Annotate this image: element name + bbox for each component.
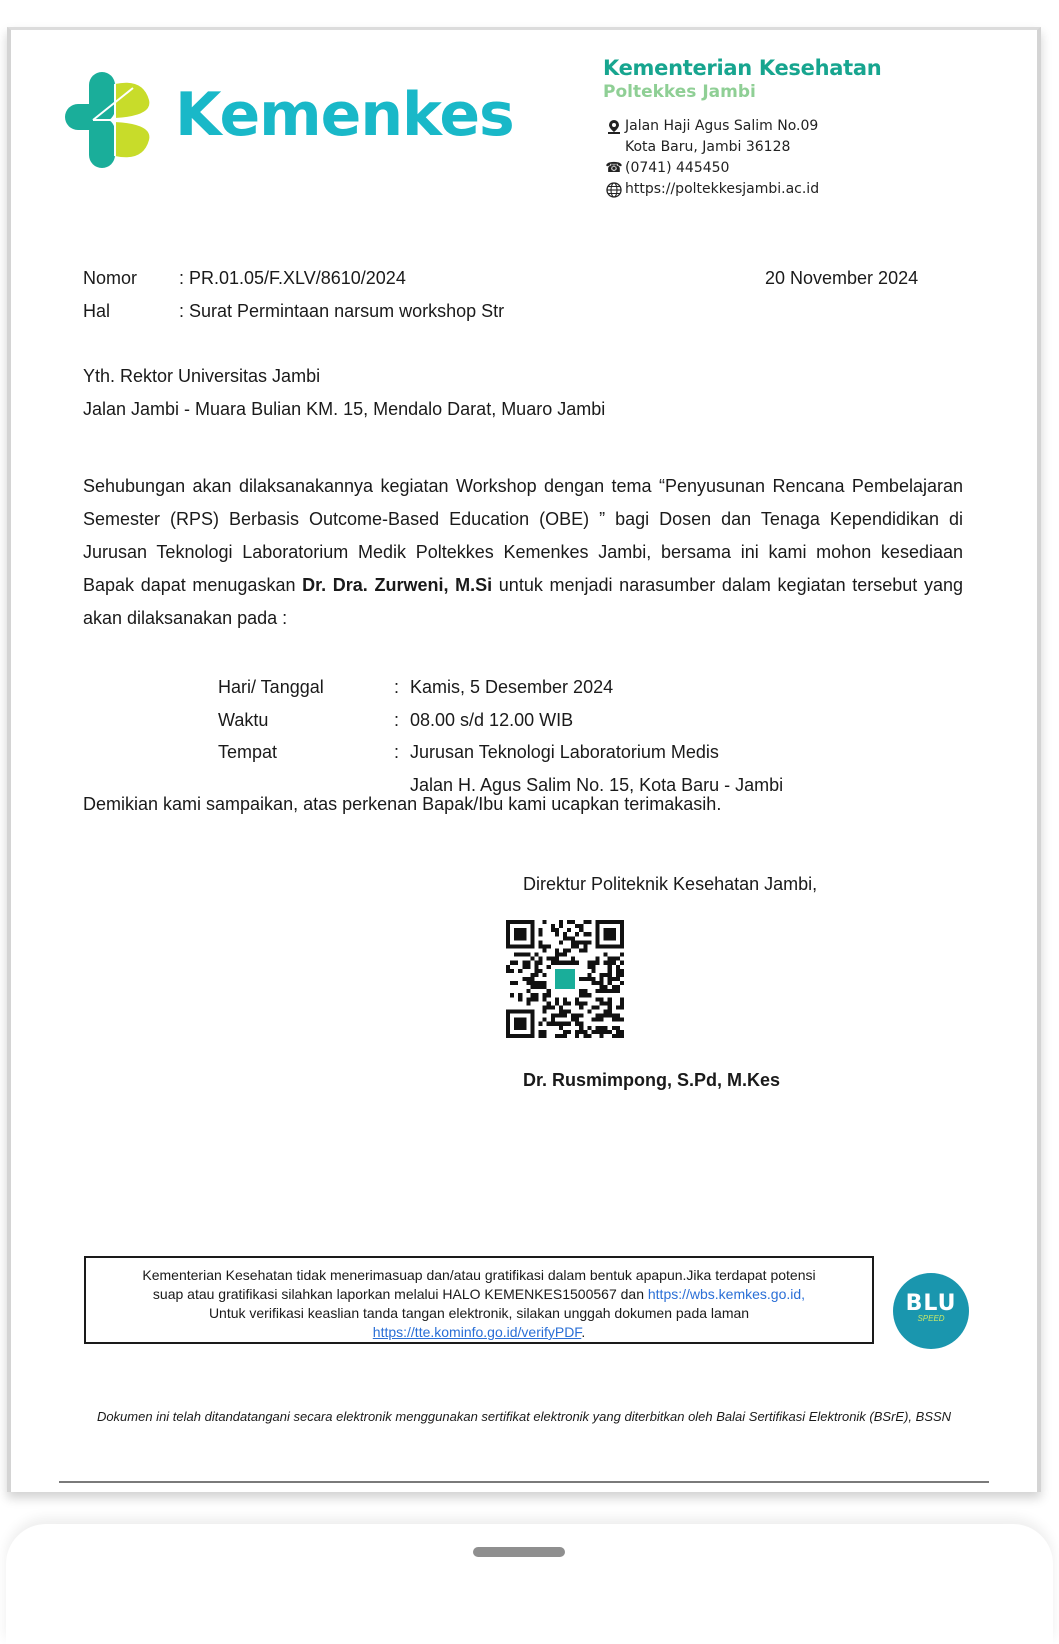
verify-pdf-link[interactable]: https://tte.kominfo.go.id/verifyPDF <box>372 1324 582 1340</box>
page-divider <box>59 1481 989 1483</box>
address-line-1: Jalan Haji Agus Salim No.09 <box>625 118 819 134</box>
recipient-address: Jalan Jambi - Muara Bulian KM. 15, Mendalo Darat, Muaro Jambi <box>83 399 606 419</box>
bottom-sheet[interactable] <box>6 1524 1053 1644</box>
letterhead-contact <box>603 56 923 200</box>
phone-number: (0741) 445450 <box>625 160 730 176</box>
signature-qr-code-icon[interactable] <box>506 920 624 1038</box>
kemenkes-emblem-icon <box>63 70 163 170</box>
wbs-link[interactable]: https://wbs.kemkes.go.id <box>647 1286 802 1302</box>
institution-name: Poltekkes Jambi <box>603 82 756 102</box>
body-text: Sehubungan akan dilaksanakannya kegiatan Workshop dengan tema “Penyusunan Rencana Pembelajaran Semester (RPS) Berbasis Outcome-Based Education (OBE) ” bagi Dosen dan Tenaga Kependidikan di Jurusan Teknologi Laboratorium Medik Poltekkes Kemenkes Jambi, bersama ini kami mohon kesediaan Bapak dapat menugaskan <box>83 476 963 595</box>
esign-note: Dokumen ini telah ditandatangani secara elektronik menggunakan sertifikat elektronik yang diterbitkan oleh Balai Sertifikasi Elektronik (BSrE), BSSN <box>96 1409 952 1424</box>
signer-name: Dr. Rusmimpong, S.Pd, M.Kes <box>523 1070 781 1090</box>
blu-badge-sub: SPEED <box>917 1314 945 1323</box>
logo-wordmark: Kemenkes <box>175 80 514 150</box>
letter-date: 20 November 2024 <box>765 268 919 288</box>
document-page <box>7 27 1041 1492</box>
blu-speed-badge <box>893 1273 969 1349</box>
ministry-name: Kementerian Kesehatan <box>603 56 882 80</box>
recipient: Yth. Rektor Universitas Jambi <box>83 366 321 386</box>
notice-line-3: Untuk verifikasi keaslian tanda tangan elektronik, silakan unggah dokumen pada laman <box>208 1305 750 1321</box>
address-line-2: Kota Baru, Jambi 36128 <box>625 139 791 155</box>
schedule-row: Hari/ Tanggal : Kamis, 5 Desember 2024 <box>218 671 783 704</box>
schedule-value: 08.00 s/d 12.00 WIB <box>410 709 574 730</box>
telephone-icon: ☎ <box>605 160 623 176</box>
schedule-label: Hari/ Tanggal <box>218 677 324 697</box>
notice-line-1: Kementerian Kesehatan tidak menerimasuap dan/atau gratifikasi dalam bentuk apapun.Jika terdapat potensi <box>142 1267 816 1283</box>
schedule-label: Tempat <box>218 742 278 762</box>
schedule-value: Kamis, 5 Desember 2024 <box>410 677 614 697</box>
drag-handle[interactable] <box>473 1547 565 1557</box>
signer-title: Direktur Politeknik Kesehatan Jambi, <box>523 874 818 894</box>
globe-icon <box>603 182 625 198</box>
body-text-end: untuk menjadi narasumber dalam kegiatan tersebut yang akan dilaksanakan pada : <box>83 575 963 628</box>
nomor-value: : PR.01.05/F.XLV/8610/2024 <box>179 268 406 288</box>
letter-body <box>83 470 963 635</box>
closing-text: Demikian kami sampaikan, atas perkenan Bapak/Ibu kami ucapkan terimakasih. <box>83 794 722 814</box>
website-link[interactable]: https://poltekkesjambi.ac.id <box>625 181 820 197</box>
location-pin-icon <box>603 119 625 135</box>
kemenkes-logo <box>63 70 514 170</box>
hal-label: Hal <box>83 301 111 321</box>
anti-gratification-notice: Kementerian Kesehatan tidak menerimasuap dan/atau gratifikasi dalam bentuk apapun.Jika terdapat potensi suap atau gratifikasi silahkan laporkan melalui HALO KEMENKES1500567 dan https://wbs.kemkes.go.id, Untuk verifikasi keaslian tanda tangan elektronik, silakan unggah dokumen pada laman https://tte.kominfo.go.id/verifyPDF. <box>84 1256 874 1344</box>
schedule-row: Waktu : 08.00 s/d 12.00 WIB <box>218 704 783 737</box>
schedule-row: Tempat : Jurusan Teknologi Laboratorium Medis <box>218 736 783 769</box>
notice-line-2: suap atau gratifikasi silahkan laporkan melalui HALO KEMENKES1500567 dan <box>152 1286 648 1302</box>
schedule-table <box>218 671 783 801</box>
speaker-name: Dr. Dra. Zurweni, M.Si <box>302 575 493 595</box>
schedule-label: Waktu <box>218 709 269 730</box>
hal-value: : Surat Permintaan narsum workshop Str <box>179 301 505 321</box>
blu-badge-text: BLU <box>905 1291 957 1316</box>
schedule-value: Jalan H. Agus Salim No. 15, Kota Baru - Jambi <box>410 774 784 795</box>
nomor-label: Nomor <box>83 268 138 288</box>
schedule-value: Jurusan Teknologi Laboratorium Medis <box>410 742 719 762</box>
